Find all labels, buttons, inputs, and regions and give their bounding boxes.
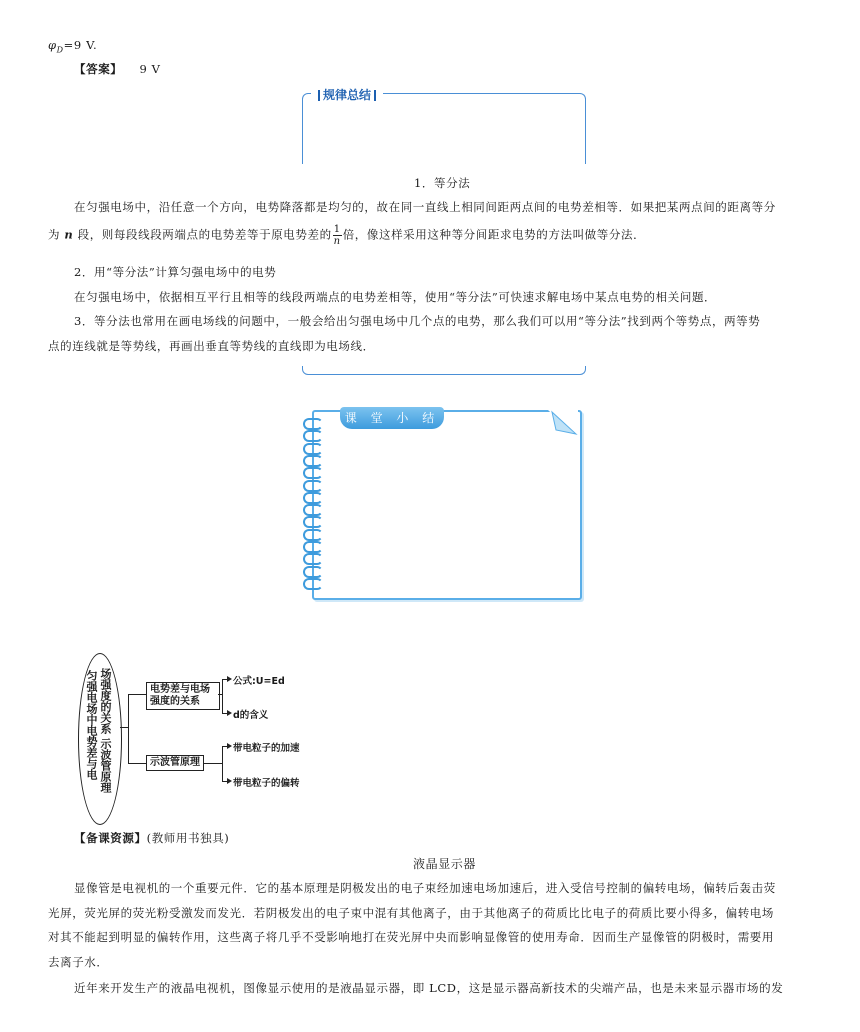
notebook-ring-icon — [303, 467, 323, 479]
notebook-ring-icon — [303, 541, 323, 553]
mindmap-root-col1: 匀强电场中电势差与电 — [85, 670, 98, 780]
mindmap-connector — [128, 694, 129, 764]
rule-para3-line1: 3．等分法也常用在画电场线的问题中，一般会给出匀强电场中几个点的电势，那么我们可以用“等分法”找到两个等势点，两等势 — [74, 314, 761, 328]
notebook-ring-icon — [303, 553, 323, 565]
mindmap-branch-oscilloscope: 示波管原理 — [146, 755, 204, 771]
notebook-ring-icon — [303, 443, 323, 455]
notebook-ring-icon — [303, 492, 323, 504]
arrow-icon — [227, 710, 232, 716]
mindmap-connector — [222, 746, 223, 781]
mindmap-connector — [222, 679, 223, 713]
rule-summary-frame-top — [302, 93, 586, 164]
mindmap-leaf-d-meaning: d的含义 — [233, 710, 269, 721]
rule-para1-line2: 为 n 段，则每段线段两端点的电势差等于原电势差的 $\frac{1}{n}$ 倍，像这样采用这种等分间距求电势的方法叫做等分法． — [48, 224, 646, 247]
rule-para1-line1: 在匀强电场中，沿任意一个方向，电势降落都是均匀的，故在同一直线上相同间距两点间的电势差相等．如果把某两点间的距离等分 — [74, 200, 776, 214]
answer-value: 9 V — [139, 62, 161, 76]
rule-para3-line2: 点的连线就是等势线，再画出垂直等势线的直线即为电场线． — [48, 339, 375, 353]
resource-p2-line1: 近年来开发生产的液晶电视机，图像显示使用的是液晶显示器，即 LCD，这是显示器高新技术的尖端产品，也是未来显示器市场的发 — [74, 981, 784, 995]
page-curl-icon — [548, 410, 578, 438]
resource-label: 【备课资源】 — [74, 831, 147, 845]
notebook-ring-icon — [303, 566, 323, 578]
class-summary-notebook — [312, 410, 582, 600]
notebook-ring-icon — [303, 430, 323, 442]
notebook-ring-icon — [303, 529, 323, 541]
rule-summary-tag: 规律总结 — [311, 86, 383, 103]
resource-p1-line3: 对其不能起到明显的偏转作用，这些离子将几乎不受影响地打在荧光屏中央而影响显像管的使用寿命．因而生产显像管的阴极时，需要用 — [48, 930, 774, 944]
mindmap-leaf-acceleration: 带电粒子的加速 — [233, 743, 300, 754]
arrow-icon — [227, 778, 232, 784]
rule-summary-frame-bottom — [302, 366, 586, 375]
resource-p1-line4: 去离子水． — [48, 955, 109, 969]
phi-d-line: $\varphi_D=9$ V. — [48, 38, 98, 55]
resource-heading — [74, 830, 229, 846]
mindmap-root-col2: 场强度的关系 示波管原理 — [99, 668, 112, 793]
notebook-ring-icon — [303, 418, 323, 430]
notebook-ring-icon — [303, 578, 323, 590]
resource-title: 液晶显示器 — [413, 857, 477, 871]
mindmap-connector — [128, 763, 146, 764]
answer-line — [74, 61, 161, 77]
resource-p1-line1: 显像管是电视机的一个重要元件．它的基本原理是阴极发出的电子束经加速电场加速后，进入受信号控制的偏转电场，偏转后轰击荧 — [74, 881, 776, 895]
rule-para2: 在匀强电场中，依据相互平行且相等的线段两端点的电势差相等，使用“等分法”可快速求解电场中某点电势的相关问题． — [74, 290, 717, 304]
notebook-ring-icon — [303, 480, 323, 492]
class-summary-tab: 课 堂 小 结 — [340, 407, 444, 429]
arrow-icon — [227, 676, 232, 682]
mindmap-connector — [120, 727, 128, 728]
mindmap-leaf-formula: 公式:U=Ed — [233, 676, 285, 687]
rule-heading-1: 1．等分法 — [414, 176, 471, 190]
resource-p1-line2: 光屏，荧光屏的荧光粉受激发而发光．若阴极发出的电子束中混有其他离子，由于其他离子的荷质比比电子的荷质比要小得多，偏转电场 — [48, 906, 774, 920]
one-over-n-fraction: $\frac{1}{n}$ — [333, 224, 341, 247]
resource-note: (教师用书独具) — [146, 831, 230, 845]
notebook-ring-icon — [303, 504, 323, 516]
mindmap-branch-relation: 电势差与电场 强度的关系 — [146, 682, 220, 710]
mindmap-connector — [204, 763, 222, 764]
answer-label: 【答案】 — [74, 62, 123, 76]
notebook-ring-icon — [303, 455, 323, 467]
mindmap-connector — [128, 694, 146, 695]
mindmap-leaf-deflection: 带电粒子的偏转 — [233, 778, 300, 789]
notebook-ring-icon — [303, 516, 323, 528]
rule-heading-2: 2．用“等分法”计算匀强电场中的电势 — [74, 265, 277, 279]
arrow-icon — [227, 743, 232, 749]
